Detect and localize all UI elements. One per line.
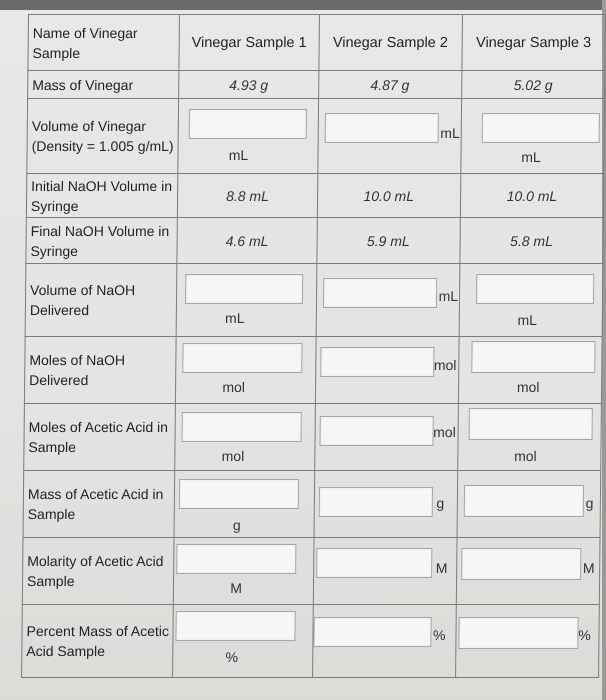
table-row <box>26 218 603 264</box>
value-cell: 10.0 mL <box>460 174 604 218</box>
unit-label: mol <box>221 448 245 464</box>
unit-label: M <box>435 560 448 576</box>
input-cell <box>176 264 316 337</box>
input-cell <box>458 404 602 471</box>
unit-label: mL <box>225 310 245 326</box>
answer-input[interactable] <box>458 617 578 649</box>
unit-label: mol <box>433 357 457 373</box>
answer-input[interactable] <box>468 408 592 440</box>
input-cell <box>313 538 457 605</box>
row-label: Final NaOH Volume in Syringe <box>26 218 178 264</box>
input-cell <box>174 471 314 538</box>
answer-input[interactable] <box>313 617 431 647</box>
unit-label: M <box>582 560 595 576</box>
unit-label: mL <box>440 125 460 141</box>
row-label: Percent Mass of Acetic Acid Sample <box>22 605 174 678</box>
answer-input[interactable] <box>316 548 432 578</box>
input-cell <box>314 404 458 471</box>
value-cell: 5.8 mL <box>460 218 604 264</box>
unit-label: mL <box>228 147 249 163</box>
answer-input[interactable] <box>176 611 296 641</box>
row-label: Volume of NaOH Delivered <box>25 264 177 337</box>
answer-input[interactable] <box>185 274 303 304</box>
input-cell <box>173 605 313 678</box>
unit-label: % <box>225 649 239 665</box>
header-row <box>28 15 606 71</box>
row-label: Molarity of Acetic Acid Sample <box>22 538 174 605</box>
answer-input[interactable] <box>176 544 296 574</box>
vinegar-data-table <box>21 14 606 678</box>
unit-label: mL <box>521 149 541 165</box>
input-cell <box>458 337 602 404</box>
unit-label: g <box>436 495 445 511</box>
unit-label: % <box>432 627 446 643</box>
unit-label: g <box>232 517 241 533</box>
value-cell: 10.0 mL <box>317 174 461 218</box>
answer-input[interactable] <box>179 479 299 509</box>
unit-label: M <box>230 580 243 596</box>
input-cell <box>175 404 315 471</box>
value-cell: 5.9 mL <box>316 218 460 264</box>
table-row <box>24 404 602 471</box>
input-cell <box>174 538 314 605</box>
table-row <box>28 71 605 99</box>
answer-input[interactable] <box>464 485 584 517</box>
row-label: Moles of NaOH Delivered <box>24 337 176 404</box>
sample-3-header: Vinegar Sample 3 <box>462 15 606 71</box>
value-cell: 5.02 g <box>461 71 605 99</box>
unit-label: % <box>578 627 591 643</box>
answer-input[interactable] <box>189 109 307 139</box>
sample-1-header: Vinegar Sample 1 <box>179 15 319 71</box>
row-label: Mass of Vinegar <box>28 71 180 99</box>
unit-label: mL <box>438 288 459 304</box>
answer-input[interactable] <box>320 347 434 377</box>
value-cell: 4.93 g <box>179 71 319 99</box>
table-row <box>26 174 603 218</box>
header-label: Name of Vinegar Sample <box>28 15 180 71</box>
unit-label: mol <box>514 448 537 464</box>
table-row <box>22 538 600 605</box>
value-cell: 4.87 g <box>318 71 461 99</box>
table-row <box>22 605 600 678</box>
unit-label: mol <box>516 379 540 395</box>
input-cell <box>457 471 601 538</box>
answer-input[interactable] <box>461 548 581 580</box>
answer-input[interactable] <box>319 416 433 446</box>
row-label: Mass of Acetic Acid in Sample <box>23 471 175 538</box>
answer-input[interactable] <box>324 113 438 143</box>
input-cell <box>456 538 600 605</box>
row-label: Moles of Acetic Acid in Sample <box>24 404 176 471</box>
value-cell: 4.6 mL <box>177 218 317 264</box>
unit-label: mol <box>433 424 456 440</box>
row-label: Initial NaOH Volume in Syringe <box>26 174 178 218</box>
table-row <box>24 337 602 404</box>
answer-input[interactable] <box>471 341 595 373</box>
sample-2-header: Vinegar Sample 2 <box>318 15 462 71</box>
input-cell <box>176 337 316 404</box>
input-cell <box>315 337 459 404</box>
answer-input[interactable] <box>322 278 436 308</box>
input-cell <box>314 471 458 538</box>
input-cell <box>316 264 460 337</box>
table-row <box>23 471 601 538</box>
input-cell <box>317 99 461 174</box>
unit-label: g <box>585 495 594 511</box>
unit-label: mol <box>222 379 246 395</box>
row-label: Volume of Vinegar (Density = 1.005 g/mL) <box>27 99 179 174</box>
answer-input[interactable] <box>183 343 303 373</box>
input-cell <box>461 99 605 174</box>
answer-input[interactable] <box>481 113 599 143</box>
table-row <box>27 99 605 174</box>
answer-input[interactable] <box>182 412 302 442</box>
answer-input[interactable] <box>476 274 594 304</box>
input-cell <box>455 605 599 678</box>
value-cell: 8.8 mL <box>178 174 318 218</box>
table-row <box>25 264 603 337</box>
input-cell <box>459 264 603 337</box>
answer-input[interactable] <box>318 487 432 517</box>
top-edge <box>0 0 606 10</box>
unit-label: mL <box>517 312 538 328</box>
input-cell <box>312 605 456 678</box>
input-cell <box>178 99 318 174</box>
